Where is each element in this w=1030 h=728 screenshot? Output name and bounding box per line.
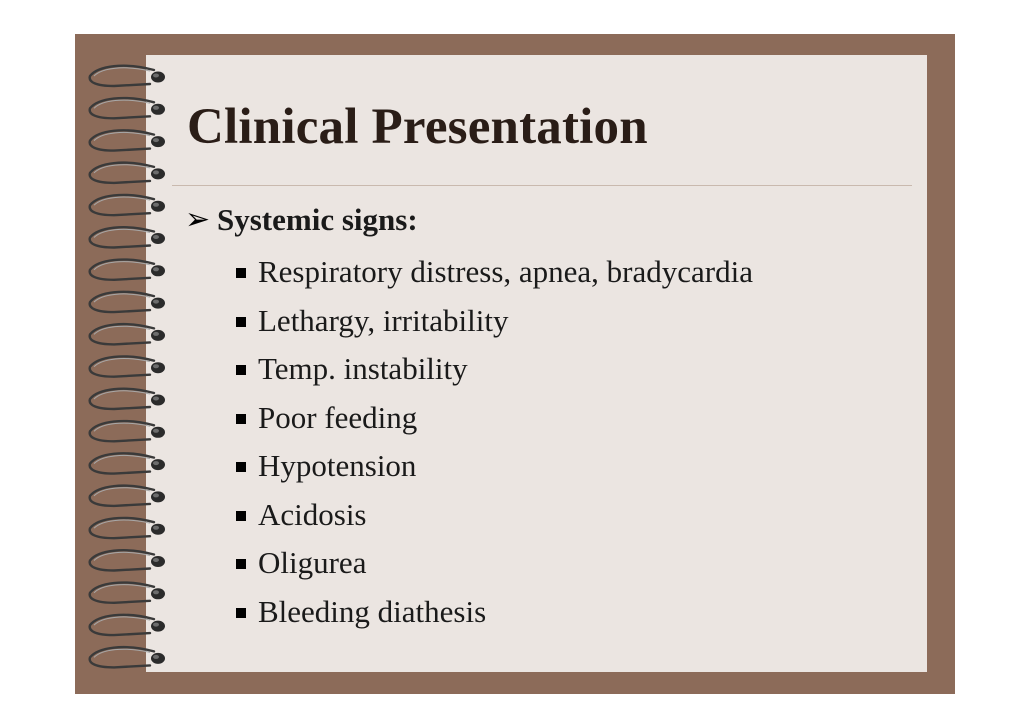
spiral-ring <box>90 130 165 150</box>
spiral-ring <box>90 227 165 247</box>
spiral-ring <box>90 356 165 376</box>
square-bullet-icon <box>236 462 246 472</box>
square-bullet-icon <box>236 365 246 375</box>
list-item-text: Poor feeding <box>258 399 418 435</box>
spiral-ring <box>90 583 165 603</box>
list-item <box>236 442 753 491</box>
spiral-ring <box>90 98 165 118</box>
section-heading <box>185 200 418 240</box>
list-item <box>236 539 753 588</box>
title-divider <box>172 185 912 186</box>
square-bullet-icon <box>236 559 246 569</box>
section-heading-text: Systemic signs: <box>217 202 418 237</box>
spiral-ring <box>90 615 165 635</box>
arrow-bullet-icon: ➢ <box>185 203 211 236</box>
list-item-text: Hypotension <box>258 448 417 484</box>
list-item-text: Temp. instability <box>258 351 468 387</box>
square-bullet-icon <box>236 511 246 521</box>
spiral-ring <box>90 66 165 86</box>
list-item <box>236 248 753 297</box>
square-bullet-icon <box>236 414 246 424</box>
spiral-ring <box>90 647 165 667</box>
spiral-ring <box>90 518 165 538</box>
spiral-ring <box>90 550 165 570</box>
list-item <box>236 588 753 637</box>
list-item-text: Bleeding diathesis <box>258 593 487 629</box>
spiral-binding-icon <box>84 58 174 674</box>
list-item <box>236 491 753 540</box>
list-item <box>236 345 753 394</box>
spiral-ring <box>90 260 165 280</box>
slide-title: Clinical Presentation <box>187 99 648 155</box>
square-bullet-icon <box>236 608 246 618</box>
spiral-ring <box>90 486 165 506</box>
list-item-text: Respiratory distress, apnea, bradycardia <box>258 254 753 290</box>
spiral-ring <box>90 389 165 409</box>
signs-list <box>236 248 753 636</box>
spiral-ring <box>90 163 165 183</box>
square-bullet-icon <box>236 268 246 278</box>
list-item <box>236 297 753 346</box>
square-bullet-icon <box>236 317 246 327</box>
spiral-ring <box>90 292 165 312</box>
list-item-text: Oligurea <box>258 545 367 581</box>
spiral-ring <box>90 195 165 215</box>
spiral-ring <box>90 421 165 441</box>
spiral-ring <box>90 324 165 344</box>
spiral-ring <box>90 453 165 473</box>
list-item-text: Lethargy, irritability <box>258 302 509 338</box>
list-item-text: Acidosis <box>258 496 367 532</box>
list-item <box>236 394 753 443</box>
